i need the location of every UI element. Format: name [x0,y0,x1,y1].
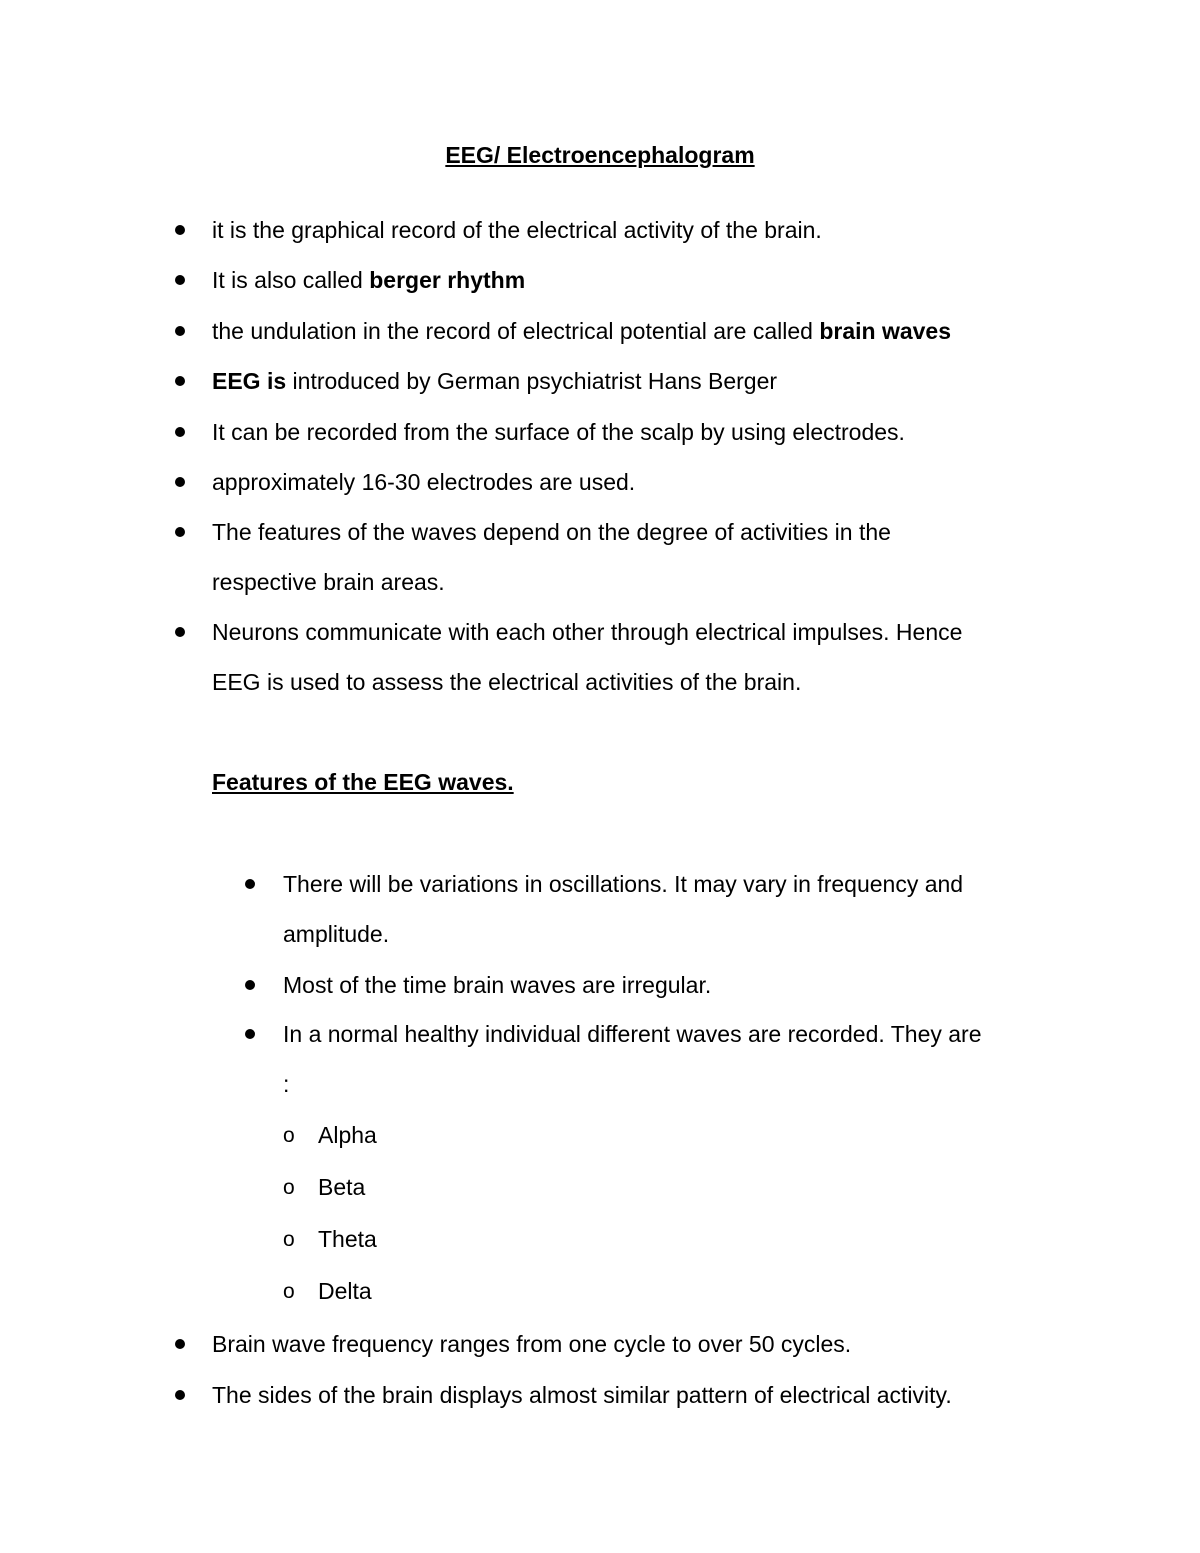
bullet-text-plain: it is the graphical record of the electrical activity of the brain. [212,217,822,243]
wave-type-item: Beta [318,1174,366,1200]
bullet-dot [175,326,185,336]
bullet-text-line2: respective brain areas. [212,569,445,595]
bullet-dot [175,1339,185,1349]
bullet-text: Brain wave frequency ranges from one cycle to over 50 cycles. [212,1331,852,1357]
bullet-text-plain: the undulation in the record of electrical potential are called [212,318,820,344]
bullet-text-plain: introduced by German psychiatrist Hans Berger [286,368,778,394]
bullet-dot [175,527,185,537]
bullet-dot [175,376,185,386]
wave-type-item: Alpha [318,1122,377,1148]
bullet-text-continued [212,567,445,597]
wave-type-item: Delta [318,1278,372,1304]
bullet-text [212,366,777,396]
bullet-dot [245,879,255,889]
bullet-text [212,316,951,346]
section-heading: Features of the EEG waves. [212,769,514,795]
wave-type-item: Theta [318,1226,377,1252]
sub-bullet-text [283,869,963,899]
sub-bullet-line2: amplitude. [283,921,390,947]
bullet-text [212,467,635,497]
bullet-dot [175,627,185,637]
sub-bullet-text [283,970,711,1000]
bullet-text-bold: berger rhythm [369,267,526,293]
bullet-dot [245,1029,255,1039]
circle-bullet-marker: o [283,1280,295,1303]
sub-bullet-line1: In a normal healthy individual different waves are recorded. They are [283,1021,982,1047]
bullet-dot [245,980,255,990]
bullet-dot [175,477,185,487]
sub-bullet-plain: Most of the time brain waves are irregular. [283,972,712,998]
bullet-text: The sides of the brain displays almost similar pattern of electrical activity. [212,1382,952,1408]
bullet-text [212,417,905,447]
bullet-text-line1: The features of the waves depend on the degree of activities in the [212,519,891,545]
document-title: EEG/ Electroencephalogram [445,142,755,168]
bullet-text-continued [212,667,801,697]
bullet-dot [175,427,185,437]
bullet-dot [175,1390,185,1400]
bullet-text [212,265,525,295]
bullet-dot [175,225,185,235]
bullet-text-bold: brain waves [819,318,952,344]
sub-bullet-text [283,1019,982,1049]
bullet-text-line1: Neurons communicate with each other through electrical impulses. Hence [212,619,963,645]
sub-bullet-line1: There will be variations in oscillations. It may vary in frequency and [283,871,964,897]
bullet-text [212,617,962,647]
circle-bullet-marker: o [283,1124,295,1147]
bullet-text-plain: It is also called [212,267,370,293]
circle-bullet-marker: o [283,1176,295,1199]
sub-bullet-text-continued [283,1069,289,1099]
sub-bullet-text-continued [283,919,389,949]
bullet-text-plain: approximately 16-30 electrodes are used. [212,469,636,495]
bullet-text-plain: It can be recorded from the surface of the scalp by using electrodes. [212,419,905,445]
circle-bullet-marker: o [283,1228,295,1251]
bullet-text-bold: EEG is [212,368,287,394]
bullet-dot [175,275,185,285]
bullet-text [212,517,891,547]
sub-bullet-line2: : [283,1071,290,1097]
bullet-text [212,215,822,245]
bullet-text-line2: EEG is used to assess the electrical activities of the brain. [212,669,802,695]
